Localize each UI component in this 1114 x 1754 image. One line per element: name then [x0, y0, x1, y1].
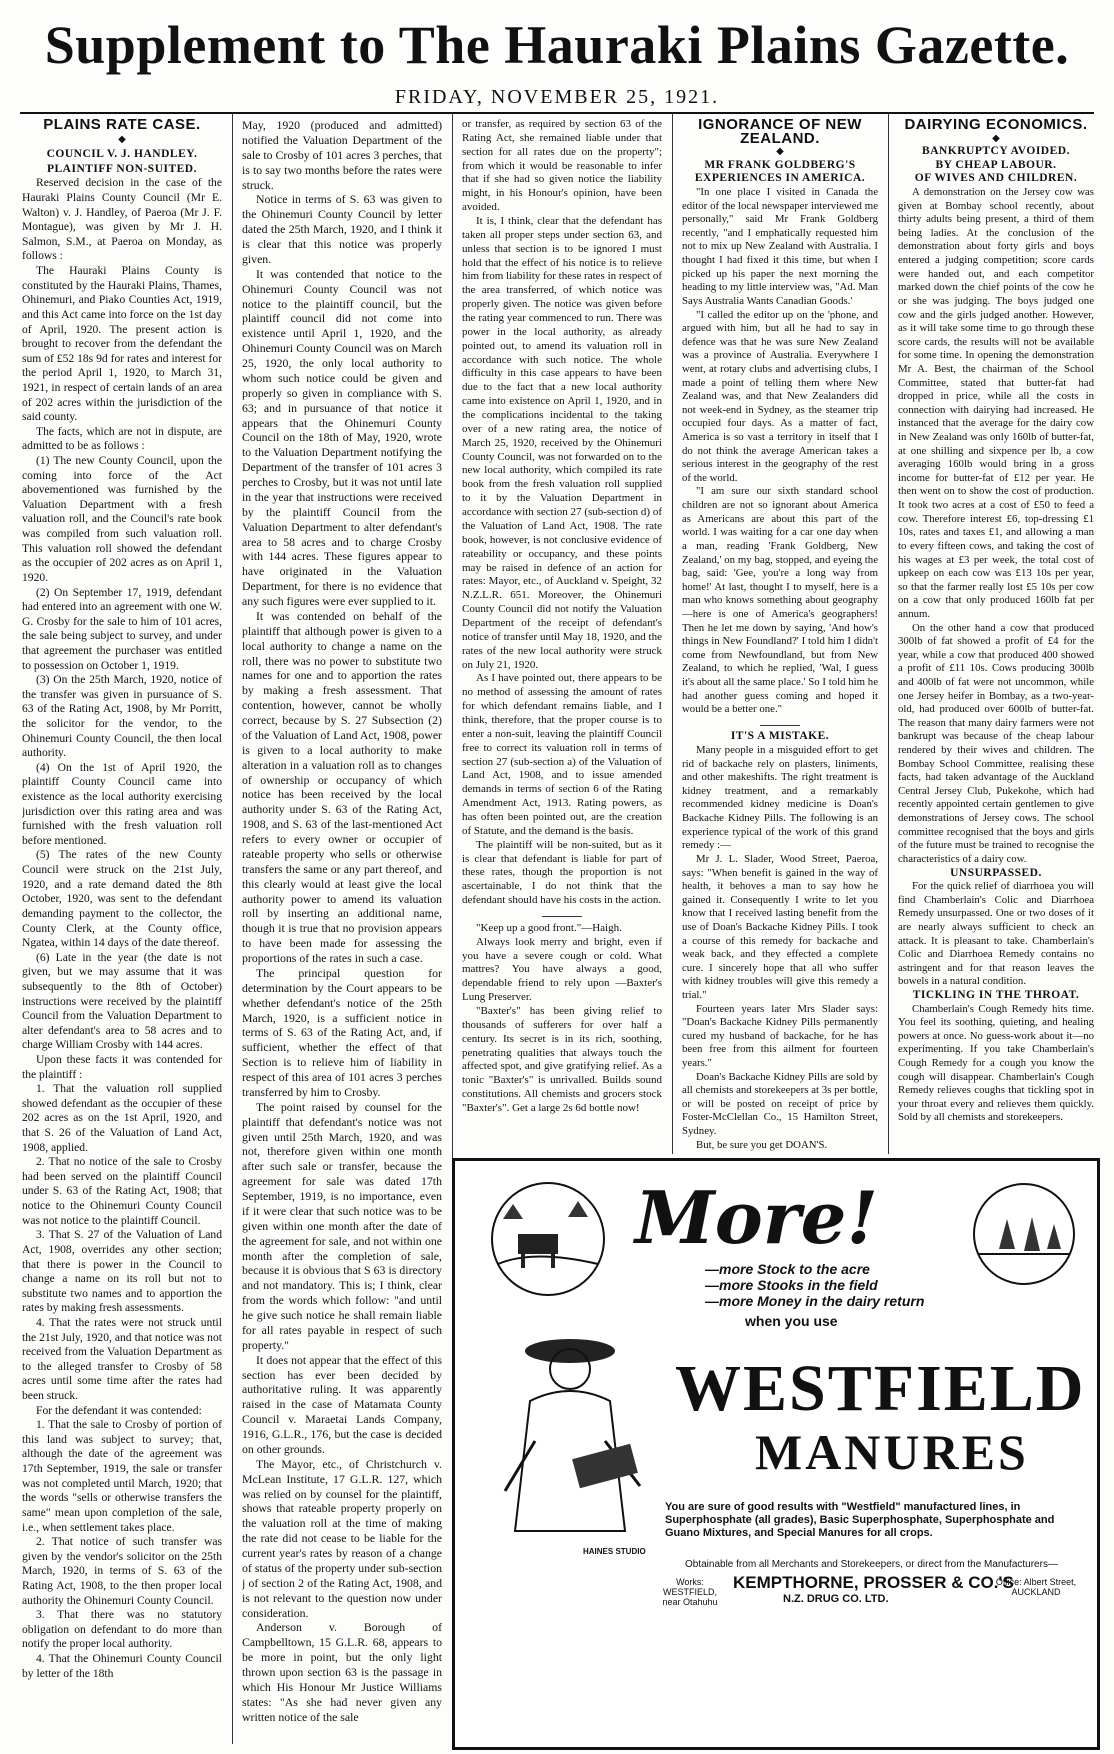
paragraph: Many people in a misguided effort to get rid of backache rely on plasters, liniments, and other makeshifts. The right treatment is kidney treatment, and a remarkably recommended kidney medicine is Doan's Backache Kidney Pills. The following is an experience typical of the work of this grand remedy :— [682, 744, 878, 852]
article-subheading: OF WIVES AND CHILDREN. [914, 172, 1078, 185]
article-subheading: IT'S A MISTAKE. [730, 730, 830, 743]
separator [462, 908, 662, 922]
paragraph: Notice in terms of S. 63 was given to the Ohinemuri County Council by letter dated the 25th March, 1920, and I think it is clear that this notice was properly given. [242, 192, 442, 266]
paragraph: The facts, which are not in dispute, are admitted to be as follows : [22, 424, 222, 453]
paragraph: Reserved decision in the case of the Hauraki Plains County Council (Mr E. Walton) v. J. Handley, of Paeroa (Mr J. F. Montague), was given by Mr J. H. Salmon, S.M., at Paeroa on Monday, as follows : [22, 176, 222, 263]
paragraph: For the quick relief of diarrhoea you will find Chamberlain's Colic and Diarrhoea Remedy unsurpassed. One or two doses of it are nearly always sufficient to check an attack. It is pleasant to take. Chamberlain's Colic and Diarrhoea Remedy contains no astringent and for that reason leaves the bowels in a natural condition. [898, 880, 1094, 988]
article-subheading: PLAINTIFF NON-SUITED. [46, 162, 197, 175]
article-heading: PLAINS RATE CASE. [43, 118, 201, 133]
dateline: FRIDAY, NOVEMBER 25, 1921. [394, 86, 720, 108]
article-subheading: BANKRUPTCY AVOIDED. [922, 145, 1070, 158]
ad-brand-westfield: WESTFIELD [675, 1352, 1086, 1425]
column-rate-case-end [462, 118, 662, 1154]
article-subheading: BY CHEAP LABOUR. [935, 158, 1057, 171]
paragraph: 2. That no notice of the sale to Crosby had been served on the plaintiff Council under S. 63 of the Rating Act, 1908; that notice to the Ohinemuri County Council was not notice to the plaintiff Council. [22, 1155, 222, 1227]
ad-tagline: You are sure of good results with "Westfield" manufactured lines, in Superphosphate (all grades), Basic Superphosphate, Superphosphate and Guano Mixtures, and Special Manures for all crops. [665, 1501, 1055, 1539]
ad-works-address: Works: WESTFIELD, near Otahuhu [662, 1577, 718, 1607]
farmer-illustration [475, 1311, 665, 1561]
studio-credit: HAINES STUDIO [583, 1547, 646, 1556]
paragraph: It does not appear that the effect of this section has ever been decided by authoritative ruling. It was apparently raised in the case of Matamata County Council v. Maraetai Lands Company, 1916, G.L.R., 176, but the case is decided on other grounds. [242, 1352, 442, 1456]
paragraph: 3. That S. 27 of the Valuation of Land Act, 1908, overrides any other section; that there is power in the Council to change a name on its roll but not to substitute two names and to apportion the rates by making fresh assessments. [22, 1228, 222, 1315]
paragraph: (5) The rates of the new County Council were struck on the 21st July, 1920, and a rate demand dated the 8th October, 1920, was sent to the defendant demanding payment to the collector, the County Clerk, at the County office, Ngatea, within 14 days of the date thereof. [22, 848, 222, 950]
ad-more-headline: More! [635, 1175, 879, 1260]
article-subheading: UNSURPASSED. [950, 866, 1042, 879]
paragraph: (2) On September 17, 1919, defendant had entered into an agreement with one W. G. Crosby for the sale to him of 101 acres, the sale being subject to survey, and under that agreement the purchaser was entitled to possession on October 1, 1919. [22, 585, 222, 672]
paragraph: or transfer, as required by section 63 of the Rating Act, she remained liable under that section for all rates due on the property"; from which it would be reasonable to infer that if she had so given notice the liability might, in his Honour's opinion, have been avoided. [462, 118, 662, 214]
paragraph: The principal question for determination by the Court appears to be whether defendant's notice of the 25th March, 1920, is a sufficient notice in terms of S. 63 of the Rating Act, and, if sufficient, whether the effect of that Section is to relieve him of liability in respect of this area of 101 acres 3 perches transferred by him to Crosby. [242, 965, 442, 1099]
ad-when-text: when you use [745, 1313, 838, 1329]
top-rule [20, 112, 1094, 114]
stooks-illustration [969, 1179, 1079, 1289]
paragraph: Always look merry and bright, even if you have a severe cough or cold. What mattres? You have always a good, dependable friend to rely upon —Baxter's Lung Preserver. [462, 935, 662, 1004]
ad-line: —more Money in the dairy return [705, 1293, 925, 1309]
paragraph: For the defendant it was contended: [36, 1403, 202, 1417]
paragraph: 2. That notice of such transfer was given by the vendor's solicitor on the 25th March, 1920, in terms of S. 63 of the Rating Act, 1908, to the then proper local authority the Ohinemuri County Council. [22, 1535, 222, 1607]
paragraph: But, be sure you get DOAN'S. [696, 1138, 828, 1151]
paragraph: Fourteen years later Mrs Slader says: "Doan's Backache Kidney Pills permanently cured my husband of backache, for he has been free from this ailment for fourteen years." [682, 1002, 878, 1070]
separator: ◆ [776, 146, 784, 158]
column-ignorance [682, 118, 878, 1154]
westfield-advertisement [452, 1158, 1100, 1750]
separator: ◆ [992, 132, 1000, 144]
article-subheading: COUNCIL V. J. HANDLEY. [46, 148, 198, 161]
paragraph: 1. That the valuation roll supplied showed defendant as the occupier of these 202 acres as on the 1st April, 1920, and that S. 26 of the Valuation of Land Act, 1908, applied. [22, 1082, 222, 1154]
paragraph: Mr J. L. Slader, Wood Street, Paeroa, says: "When benefit is gained in the way of health, it behoves a man to say how he gained it. Consequently I write to let you know that I received lasting benefit from the use of Doan's Backache Kidney Pills. I took a course of this remedy for backache and weak back, and they effected a complete cure. I sincerely hope that all who suffer with kidney troubles will give this remedy a trial." [682, 852, 878, 1001]
paragraph: Upon these facts it was contended for the plaintiff : [22, 1053, 222, 1081]
paragraph: "I am sure our sixth standard school children are not so ignorant about America as Americans are about this part of the world. I was waiting for a car one day when a man, reading 'Frank Goldberg, New Zealand,' on my bag, stopped, and eyeing the bag, said: 'Gee, you're a long way from home!' At last, thought I to myself, here is a man who knows something about geography—here is one of America's geographers! Then he let me down by saying, 'And how's things in New Foundland?' I told him I didn't come from Newfoundland, but from New Zealand, to which he replied, 'Wal, I guess it's about all the same place.' So I told him he had another guess coming and hoped it would be a better one." [682, 485, 878, 716]
article-heading: IGNORANCE OF NEW ZEALAND. [698, 118, 862, 147]
ad-benefit-lines [705, 1261, 924, 1309]
ad-office-address: Office: Albert Street, AUCKLAND [995, 1577, 1077, 1597]
ad-firm-name: KEMPTHORNE, PROSSER & CO.'S [733, 1573, 1014, 1592]
paragraph: 1. That the sale to Crosby of portion of this land was subject to survey; that, although the date of the agreement was 17th September, 1919, the sale or transfer was not completed until March, 1920; that the words "sells or otherwise transfers the same" mean upon completion of the sale, i.e., when settlement takes place. [22, 1418, 222, 1534]
paragraph: It is, I think, clear that the defendant has taken all proper steps under section 63, and unless that section is to be ignored I must hold that the effect of his notice is to relieve him from liability for these rates in respect of the area transferred, of which notice was properly given. The notice was given before the rating year commenced to run. There was power in the local authority, as already pointed out, to amend its valuation roll in accordance with such notice. The whole difficulty in this case appears to have been due to the fact that a new local authority came into existence on April 1, 1920, and in the complications incidental to the taking over of a new rating area, the notice of March 25, 1920, received by the Ohinemuri County Council, was not forwarded on to the new local authority, which compiled its rate book from the fresh valuation roll supplied to it by the Valuation Department in accordance with section 27 (sub-section d) of the Valuation of Land Act, 1908. The rate book, however, is not conclusive evidence of rateability or occupancy, and these points may be raised in defence of an action for rates: Mayor, etc., of Auckland v. Speight, 32 N.Z.L.R. 651. Moreover, the Ohinemuri County Council did not notify the Valuation Department of the receipt of defendant's notice of transfer until May 18, 1920, and the rates of the new local authority were struck on July 21, 1920. [462, 215, 662, 671]
column-rate-case-cont [242, 118, 442, 1748]
paragraph: Chamberlain's Cough Remedy hits time. You feel its soothing, quieting, and healing powers at once. No guess-work about it—no experimenting. If you take Chamberlain's Cough Remedy for a cough you know the cough will disappear. Chamberlain's Cough Remedy relieves coughs that tickling spot in your throat every and relieves them quickly. Sold by all chemists and storekeepers. [898, 1002, 1094, 1124]
column-rule [232, 114, 233, 1744]
ad-line: —more Stock to the acre [705, 1261, 870, 1277]
paragraph: A demonstration on the Jersey cow was given at Bombay school recently, about thirty adults being present, a third of them being ladies. At the conclusion of the demonstration about forty girls and boys entered a judging competition; score cards were handed out, and each competitor marked down the chief points of the cow he or she was judging. The boys judged one cow and the girls judged another. However, as it will take some time to go through these score cards, the results will not be available for some time. In opening the demonstration Mr A. Best, the chairman of the School Committee, stated that butter-fat had dropped in price, while all the costs in connection with dairying had increased. He instanced that the average for the dairy cow in New Zealand was only 160lb of butter-fat, at one shilling and sixpence per lb, a cow averaging 160lb would bring in a gross income for butter-fat of £12 per year. He then went on to show the cost of production. It took two acres at a cost of £50 to feed a cow. Therefore interest £6, top-dressing £1 10s, rates and taxes £1, and allowing a man to every fifteen cows, and taking the cost of his wages at £3 per week, the total cost of upkeep on each cow was £13 10s per year, so that the farmer really lost £5 10s per cow on a cow that only produced 160lb fat per annum. [898, 186, 1094, 620]
article-heading: DAIRYING ECONOMICS. [904, 118, 1088, 133]
masthead-title: Supplement to The Hauraki Plains Gazette. [44, 15, 1070, 75]
paragraph: It was contended on behalf of the plaintiff that although power is given to a local authority to change a name on the roll, there was no power to substitute two names for one and to apportion the rates by making a fresh assessment. That contention, however, cannot be wholly correct, because by S. 27 Subsection (2) of the Valuation of Land Act, 1908, power is given to a local authority to make alteration in a valuation roll as to changes of ownership or occupancy of which notice has been received by the local authority under S. 63 of the Rating Act, 1908, and S. 63 of the last-mentioned Act refers to every owner or occupier of rateable property who sells or otherwise transfers the same or any part thereof, and this clearly would at least give the local authority power to amend its valuation roll by inserting an additional name, though it is true that no provision appears to have been made for assessing the proportions of the rates in such a case. [242, 608, 442, 965]
column-rule [888, 114, 889, 1154]
ad-line: —more Stooks in the field [705, 1277, 878, 1293]
paragraph: The point raised by counsel for the plaintiff that defendant's notice was not given until 25th March, 1920, and was not, therefore given within one month after such sale or transfer, because the agreement for sale was dated 17th September, 1919, is no importance, even if it were clear that such notice was to be given within one month after the date of the agreement for sale, and not within one month after the completion of sale, because it is obvious that S 63 is directory and not mandatory. This is; I think, clear from the words which follow: "and until he give such notice he shall remain liable for all rates payable in respect of such property." [242, 1099, 442, 1352]
separator [682, 717, 878, 731]
column-rate-case [22, 118, 222, 1748]
article-body [22, 176, 222, 1681]
paragraph: (4) On the 1st of April 1920, the plaintiff County Council came into existence as the local authority exercising jurisdiction over this rating area and was furnished with the fresh valuation roll before mentioned. [22, 760, 222, 847]
paragraph: The Hauraki Plains County is constituted by the Hauraki Plains, Thames, Ohinemuri, and Piako Counties Act, 1919, and this Act came into force on the 1st day of April, 1920. The present action is brought to recover from the defendant the sum of £52 18s 9d for rates and interest for the period April 1, 1920, to March 31, 1921, in respect of certain lands of an area of 202 acres within the jurisdiction of the said county. [22, 264, 222, 424]
farm-scene-illustration [473, 1179, 623, 1299]
paragraph: "In one place I visited in Canada the editor of the local newspaper interviewed me personally," said Mr Frank Goldberg recently, "and I emphatically requested him not to mix up New Zealand with Australia. I thought I had fixed it this time, but when I picked up his paper the next morning the heading to my little interview was, "Ad. Man Says Australia Wants Canadian Goods.' [682, 186, 878, 307]
paragraph: 4. That the Ohinemuri County Council by letter of the 18th [22, 1651, 222, 1680]
paragraph: It was contended that notice to the Ohinemuri County Council was not notice to the plaintiff council, but the plaintiff council did not come into existence until April 1, 1920, and the Ohinemuri County Council was on March 25, 1920, the only local authority to whom such notice could be given and properly so given in compliance with S. 63; and in pursuance of that notice it appears that the Ohinemuri County Council on the 18th of May, 1920, wrote to the Valuation Department notifying the Department of the transfer of 101 acres 3 perches to Crosby, but it was not until late in the year that instructions were received by the plaintiff Council from the Valuation Department to alter defendant's area to 58 acres and to charge Crosby with 144 acres. These figures appear to have originated in the Valuation Department, for there is no evidence that any such figures were ever supplied to it. [242, 266, 442, 608]
paragraph: (1) The new County Council, upon the coming into force of the Act abovementioned was furnished by the Valuation Department with a fresh valuation roll, and the Council's rate book was compiled from such valuation roll. This valuation roll showed the defendant as the occupier of 202 acres as on April 1, 1920. [22, 454, 222, 584]
paragraph: (3) On the 25th March, 1920, notice of the transfer was given in pursuance of S. 63 of the Rating Act, 1908, by Mr Porritt, the solicitor for the vendor, to the Ohinemuri County Council, the then local authority. [22, 673, 222, 760]
column-dairying [898, 118, 1094, 1154]
article-subheading: TICKLING IN THE THROAT. [912, 989, 1080, 1001]
ad-brand-manures: MANURES [755, 1424, 1029, 1480]
paragraph: "I called the editor up on the 'phone, and argued with him, but all he had to say in defence was that he was sure New Zealand was a province of Australia. Everywhere I went, at rotary clubs and advertising clubs, I made a point of telling them where New Zealand was, and that New Zealanders did not week-end in Sydney, as the steamer trip occupied four days. As a matter of fact, America is so vast a territory in itself that I do not think the average American takes a serious interest in the geography of the rest of the world. [682, 308, 878, 484]
paragraph: On the other hand a cow that produced 300lb of fat showed a profit of £4 for the year, while a cow that produced 400 showed a profit of £11 10s. Cows producing 300lb and 400lb of fat were not uncommon, while one Jersey heifer in Bombay, as a two-year-old, had produced over 600lb of butter-fat. The reason that many dairy farmers were not bankrupt was because of the cheap labour rendered by their wives and children. The Bombay School Committee, realising these facts, had taken advantage of the Auckland Central Jersey Club, Pukekohe, which had recently appointed certain gentlemen to give demonstrations of Jersey cows. The school committee recognised that the boys and girls of the future must be trained to recognise the characteristics of a dairy cow. [898, 621, 1094, 865]
article-subheading: MR FRANK GOLDBERG'S EXPERIENCES IN AMERICA. [694, 158, 866, 185]
column-rule [672, 114, 673, 1154]
separator: ◆ [118, 133, 126, 145]
paragraph: Doan's Backache Kidney Pills are sold by all chemists and storekeepers at 3s per bottle, or will be posted on receipt of price by Foster-McClellan Co., 15 Hamilton Street, Sydney. [682, 1070, 878, 1138]
paragraph: May, 1920 (produced and admitted) notified the Valuation Department of the sale to Crosby of 101 acres 3 perches, that is to say two months before the rates were struck. [242, 118, 442, 192]
paragraph: The Mayor, etc., of Christchurch v. McLean Institute, 17 G.L.R. 127, which was relied on by counsel for the plaintiff, shows that rateable property properly on the valuation roll at the time of making the rate did not cease to be liable for the current year's rates by reason of a change of status of the property under sub-section j of section 2 of the Rating Act, 1908, and is not relevant to the question now under consideration. [242, 1456, 442, 1620]
paragraph: (6) Late in the year (the date is not given, but we may assume that it was subsequently to the 8th of October) instructions were received by the plaintiff Council from the Valuation Department to alter defendant's area to 58 acres and to charge William Crosby with 144 acres. [22, 950, 222, 1052]
paragraph: The plaintiff will be non-suited, but as it is clear that defendant is liable for part of these rates, though the proportion is not ascertainable, I do not think that the defendant should have his costs in the action. [462, 838, 662, 907]
paragraph: "Baxter's" has been giving relief to thousands of sufferers for over half a century. Its secret is in its rich, soothing, penetrating qualities that always touch the affected spot, and give gratifying relief. As a tonic "Baxter's" is unrivalled. Builds sound constitutions. All chemists and grocers stock "Baxter's". Get a large 2s 6d bottle now! [462, 1005, 662, 1115]
ad-company: N.Z. DRUG CO. LTD. [783, 1593, 889, 1605]
paragraph: As I have pointed out, there appears to be no method of assessing the amount of rates for which defendant remains liable, and I think, therefore, that the proper course is to enter a non-suit, leaving the plaintiff Council free to correct its valuation roll in terms of section 27 (sub-section a) of the Valuation of Land Act, 1908, and to issue amended demands in terms of section 6 of the Rating Amendment Act, 1913. Rating powers, as has often been pointed out, are the creation of Statute, and the demand is the basis. [462, 672, 662, 837]
paragraph: 4. That the rates were not struck until the 21st July, 1920, and that notice was not received from the Valuation Department as to the alleged transfer to Crosby of 58 acres until some time after the rates had been struck. [22, 1315, 222, 1403]
ad-obtainable: Obtainable from all Merchants and Storekeepers, or direct from the Manufacturers— [685, 1559, 1058, 1570]
paragraph: 3. That there was no statutory obligation on defendant to do more than notify the proper local authority. [22, 1608, 222, 1651]
paragraph: Anderson v. Borough of Campbelltown, 15 G.L.R. 68, appears to be more in point, but the only light thrown upon section 63 is the passage in which His Honour Mr Justice Williams states: "As she had never given any written notice of the sale [242, 1620, 442, 1724]
paragraph: "Keep up a good front."—Haigh. [476, 921, 622, 934]
